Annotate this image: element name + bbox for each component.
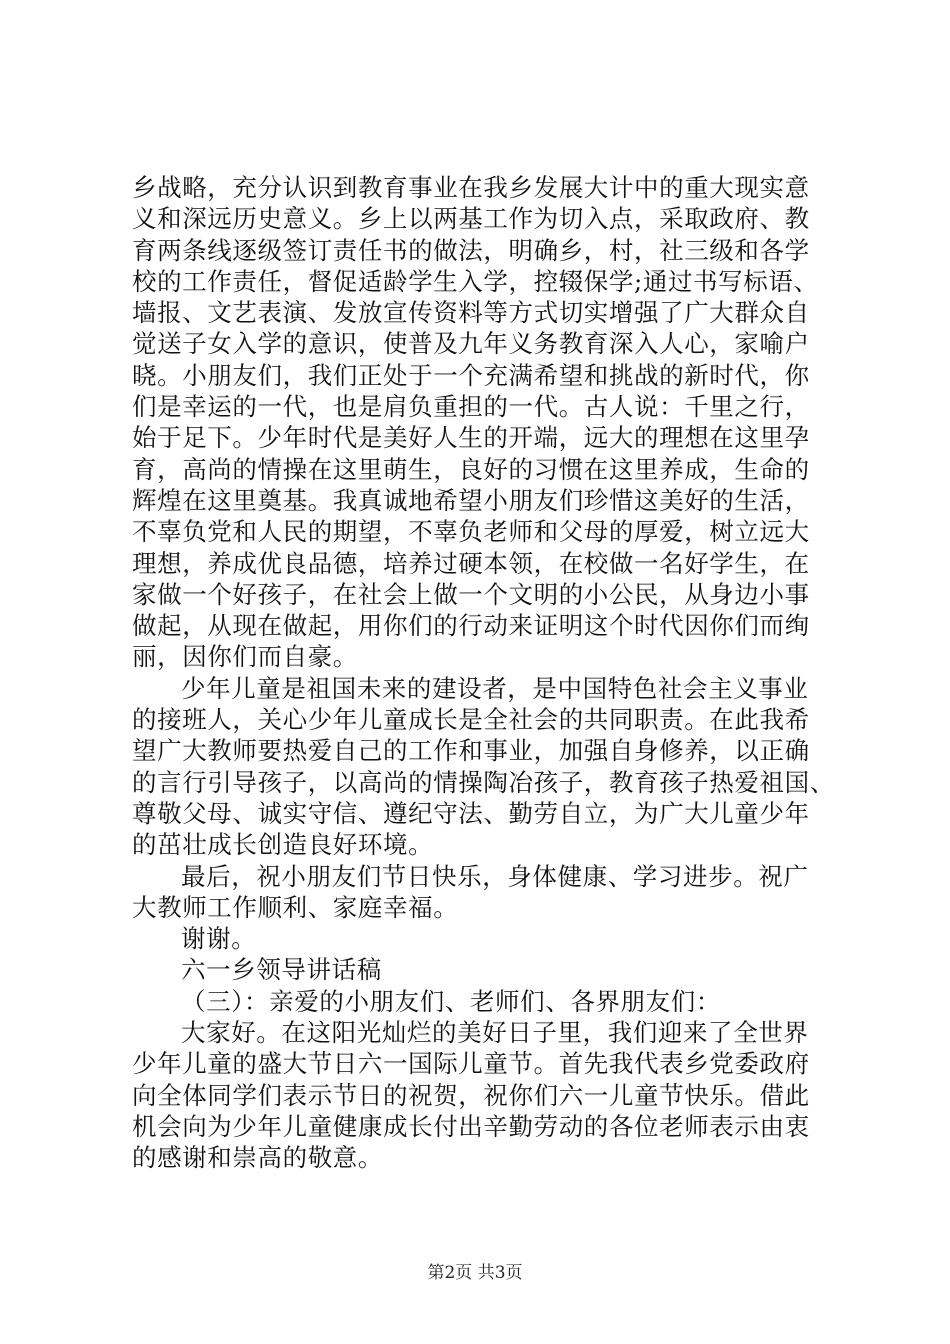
text-line: 义和深远历史意义。乡上以两基工作为切入点，采取政府、教 (132, 204, 810, 234)
text-line: 育两条线逐级签订责任书的做法，明确乡，村，社三级和各学 (132, 235, 810, 265)
text-line: 最后，祝小朋友们节日快乐，身体健康、学习进步。祝广 (181, 861, 809, 891)
text-line: 校的工作责任，督促适龄学生入学，控辍保学;通过书写标语、 (132, 266, 819, 296)
text-line: 育，高尚的情操在这里萌生，良好的习惯在这里养成，生命的 (132, 454, 810, 484)
text-line: 少年儿童是祖国未来的建设者，是中国特色社会主义事业 (181, 673, 809, 703)
text-line: 墙报、文艺表演、发放宣传资料等方式切实增强了广大群众自 (132, 298, 810, 328)
text-line: 丽，因你们而自豪。 (132, 642, 358, 672)
text-line: 向全体同学们表示节日的祝贺，祝你们六一儿童节快乐。借此 (132, 1080, 810, 1110)
text-line: 的接班人，关心少年儿童成长是全社会的共同职责。在此我希 (132, 705, 810, 735)
text-line: 始于足下。少年时代是美好人生的开端，远大的理想在这里孕 (132, 423, 810, 453)
text-line: 的言行引导孩子，以高尚的情操陶冶孩子，教育孩子热爱祖国、 (132, 767, 835, 797)
text-line: 家做一个好孩子，在社会上做一个文明的小公民，从身边小事 (132, 579, 810, 609)
text-line: 少年儿童的盛大节日六一国际儿童节。首先我代表乡党委政府 (132, 1049, 810, 1079)
text-line: 做起，从现在做起，用你们的行动来证明这个时代因你们而绚 (132, 611, 810, 641)
text-line: 不辜负党和人民的期望，不辜负老师和父母的厚爱，树立远大 (132, 517, 810, 547)
text-line: 的感谢和崇高的敬意。 (132, 1143, 383, 1173)
text-line: 辉煌在这里奠基。我真诚地希望小朋友们珍惜这美好的生活， (132, 485, 810, 515)
text-line: 谢谢。 (181, 924, 257, 954)
page-footer: 第2页 共3页 (427, 1263, 523, 1283)
text-line: 理想，养成优良品德，培养过硬本领，在校做一名好学生，在 (132, 548, 810, 578)
text-line: 乡战略，充分认识到教育事业在我乡发展大计中的重大现实意 (132, 173, 810, 202)
text-line: （三）：亲爱的小朋友们、老师们、各界朋友们： (181, 986, 721, 1016)
text-line: 大家好。在这阳光灿烂的美好日子里，我们迎来了全世界 (181, 1018, 809, 1048)
document-body (132, 172, 835, 1174)
text-line: 机会向为少年儿童健康成长付出辛勤劳动的各位老师表示由衷 (132, 1111, 810, 1141)
text-line: 望广大教师要热爱自己的工作和事业，加强自身修养，以正确 (132, 736, 810, 766)
text-line: 尊敬父母、诚实守信、遵纪守法、勤劳自立，为广大儿童少年 (132, 798, 810, 828)
text-line: 觉送子女入学的意识，使普及九年义务教育深入人心，家喻户 (132, 329, 810, 359)
text-line: 晓。小朋友们，我们正处于一个充满希望和挑战的新时代，你 (132, 360, 810, 390)
text-line: 六一乡领导讲话稿 (181, 955, 382, 985)
text-line: 大教师工作顺利、家庭幸福。 (132, 892, 459, 922)
text-line: 的茁壮成长创造良好环境。 (132, 830, 434, 860)
text-line: 们是幸运的一代，也是肩负重担的一代。古人说：千里之行， (132, 392, 810, 422)
